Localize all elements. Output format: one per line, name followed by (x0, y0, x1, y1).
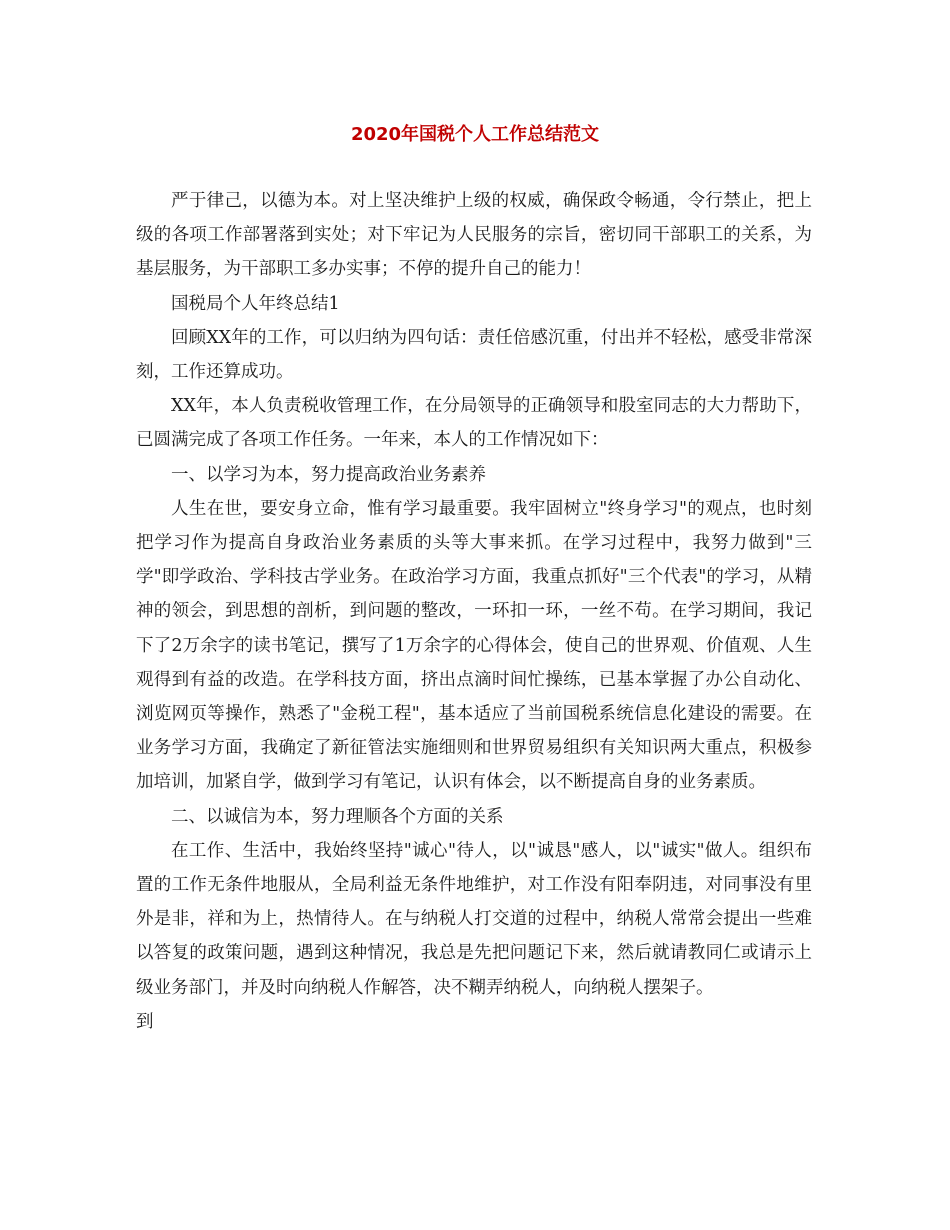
paragraph-study: 人生在世，要安身立命，惟有学习最重要。我牢固树立"终身学习"的观点，也时刻把学习作为提高自身政治业务素质的头等大事来抓。在学习过程中，我努力做到"三学"即学政治、学科技古学业务。在政治学习方面，我重点抓好"三个代表"的学习，从精神的领会，到思想的剖析，到问题的整改，一环扣一环，一丝不苟。在学习期间，我记下了2万余字的读书笔记，撰写了1万余字的心得体会，使自己的世界观、价值观、人生观得到有益的改造。在学科技方面，挤出点滴时间忙操练，已基本掌握了办公自动化、浏览网页等操作，熟悉了"金税工程"，基本适应了当前国税系统信息化建设的需要。在业务学习方面，我确定了新征管法实施细则和世界贸易组织有关知识两大重点，积极参加培训，加紧自学，做到学习有笔记，认识有体会，以不断提高自身的业务素质。 (136, 498, 812, 793)
paragraph-fragment: 到 (136, 1011, 154, 1032)
paragraph-section-heading: 国税局个人年终总结1 (171, 293, 340, 314)
document-body (136, 184, 812, 1039)
paragraph-heading-integrity: 二、以诚信为本，努力理顺各个方面的关系 (171, 806, 504, 827)
paragraph-intro: 严于律己，以德为本。对上坚决维护上级的权威，确保政令畅通，令行禁止，把上级的各项工作部署落到实处；对下牢记为人民服务的宗旨，密切同干部职工的关系，为基层服务，为干部职工多办实事；不停的提升自己的能力！ (136, 191, 812, 280)
paragraph-review: 回顾XX年的工作，可以归纳为四句话：责任倍感沉重，付出并不轻松，感受非常深刻，工作还算成功。 (136, 327, 812, 383)
document-title: 2020年国税个人工作总结范文 (350, 124, 600, 145)
paragraph-integrity: 在工作、生活中，我始终坚持"诚心"待人，以"诚恳"感人，以"诚实"做人。组织布置的工作无条件地服从，全局利益无条件地维护，对工作没有阳奉阴违，对同事没有里外是非，祥和为上，热情待人。在与纳税人打交道的过程中，纳税人常常会提出一些难以答复的政策问题，遇到这种情况，我总是先把问题记下来，然后就请教同仁或请示上级业务部门，并及时向纳税人作解答，决不糊弄纳税人，向纳税人摆架子。 (136, 840, 812, 998)
paragraph-overview: XX年，本人负责税收管理工作，在分局领导的正确领导和股室同志的大力帮助下，已圆满完成了各项工作任务。一年来，本人的工作情况如下： (136, 396, 812, 451)
paragraph-heading-study: 一、以学习为本，努力提高政治业务素养 (171, 464, 486, 485)
